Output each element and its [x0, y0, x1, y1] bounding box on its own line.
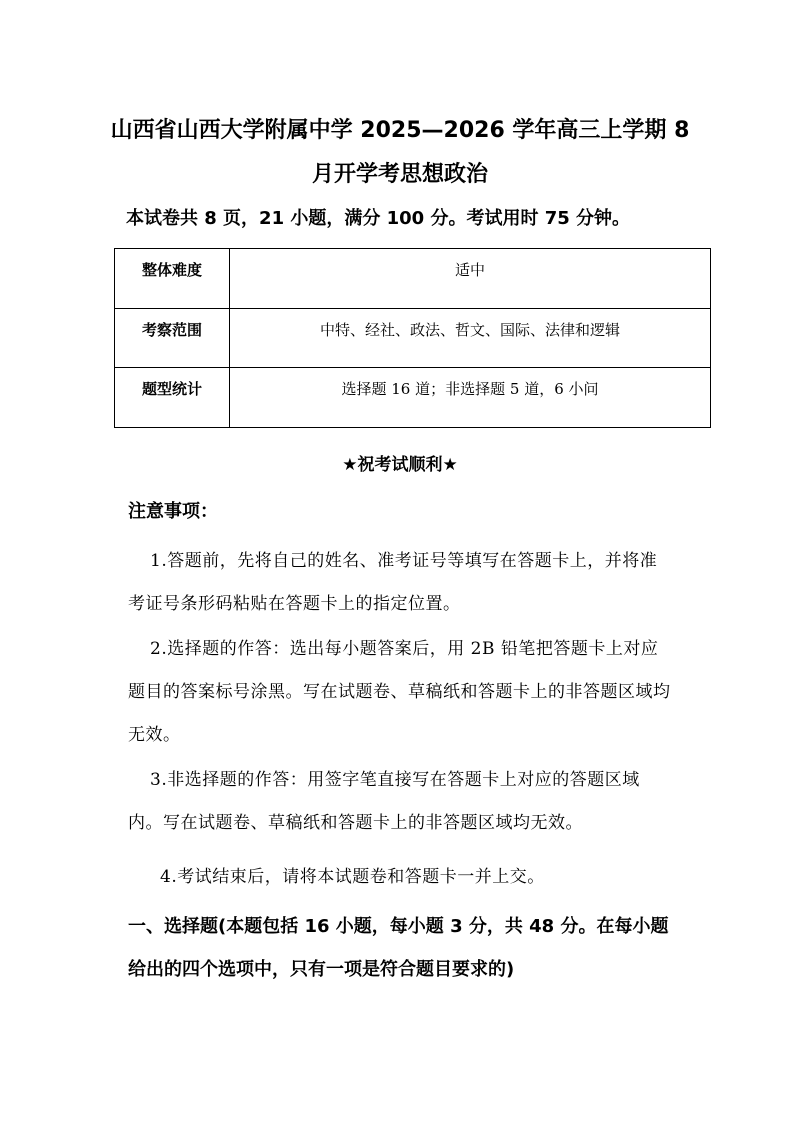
good-luck-wish: ★祝考试顺利★	[342, 455, 458, 475]
table-row	[115, 368, 711, 428]
notice-item-text: 2.选择题的作答：选出每小题答案后，用 2B 铅笔把答题卡上对应题目的答案标号涂黑。写在试题卷、草稿纸和答题卡上的非答题区域均无效。	[128, 639, 671, 745]
info-key: 整体难度	[115, 249, 230, 309]
info-value: 选择题 16 道；非选择题 5 道，6 小问	[230, 368, 711, 428]
notice-item	[128, 628, 673, 757]
notice-item	[128, 540, 673, 626]
notice-title: 注意事项：	[128, 501, 218, 522]
exam-summary: 本试卷共 8 页，21 小题，满分 100 分。考试用时 75 分钟。	[126, 208, 631, 229]
info-value: 适中	[230, 249, 711, 309]
table-row	[115, 249, 711, 309]
notice-item-text: 1.答题前，先将自己的姓名、准考证号等填写在答题卡上，并将准考证号条形码粘贴在答题卡上的指定位置。	[128, 551, 658, 614]
table-row	[115, 308, 711, 368]
info-key: 考察范围	[115, 308, 230, 368]
info-value: 中特、经社、政法、哲文、国际、法律和逻辑	[230, 308, 711, 368]
info-key: 题型统计	[115, 368, 230, 428]
exam-title-line-2: 月开学考思想政治	[311, 162, 488, 187]
notice-item: 4.考试结束后，请将本试题卷和答题卡一并上交。	[160, 867, 545, 887]
notice-item	[128, 759, 673, 845]
section-heading-choice: 一、选择题(本题包括 16 小题，每小题 3 分，共 48 分。在每小题给出的四个选项中，只有一项是符合题目要求的)	[128, 916, 669, 980]
exam-info-table	[114, 248, 711, 428]
exam-title-line-1: 山西省山西大学附属中学 2025—2026 学年高三上学期 8	[110, 118, 690, 143]
notice-item-text: 3.非选择题的作答：用签字笔直接写在答题卡上对应的答题区域内。写在试题卷、草稿纸和答题卡上的非答题区域均无效。	[128, 770, 640, 833]
